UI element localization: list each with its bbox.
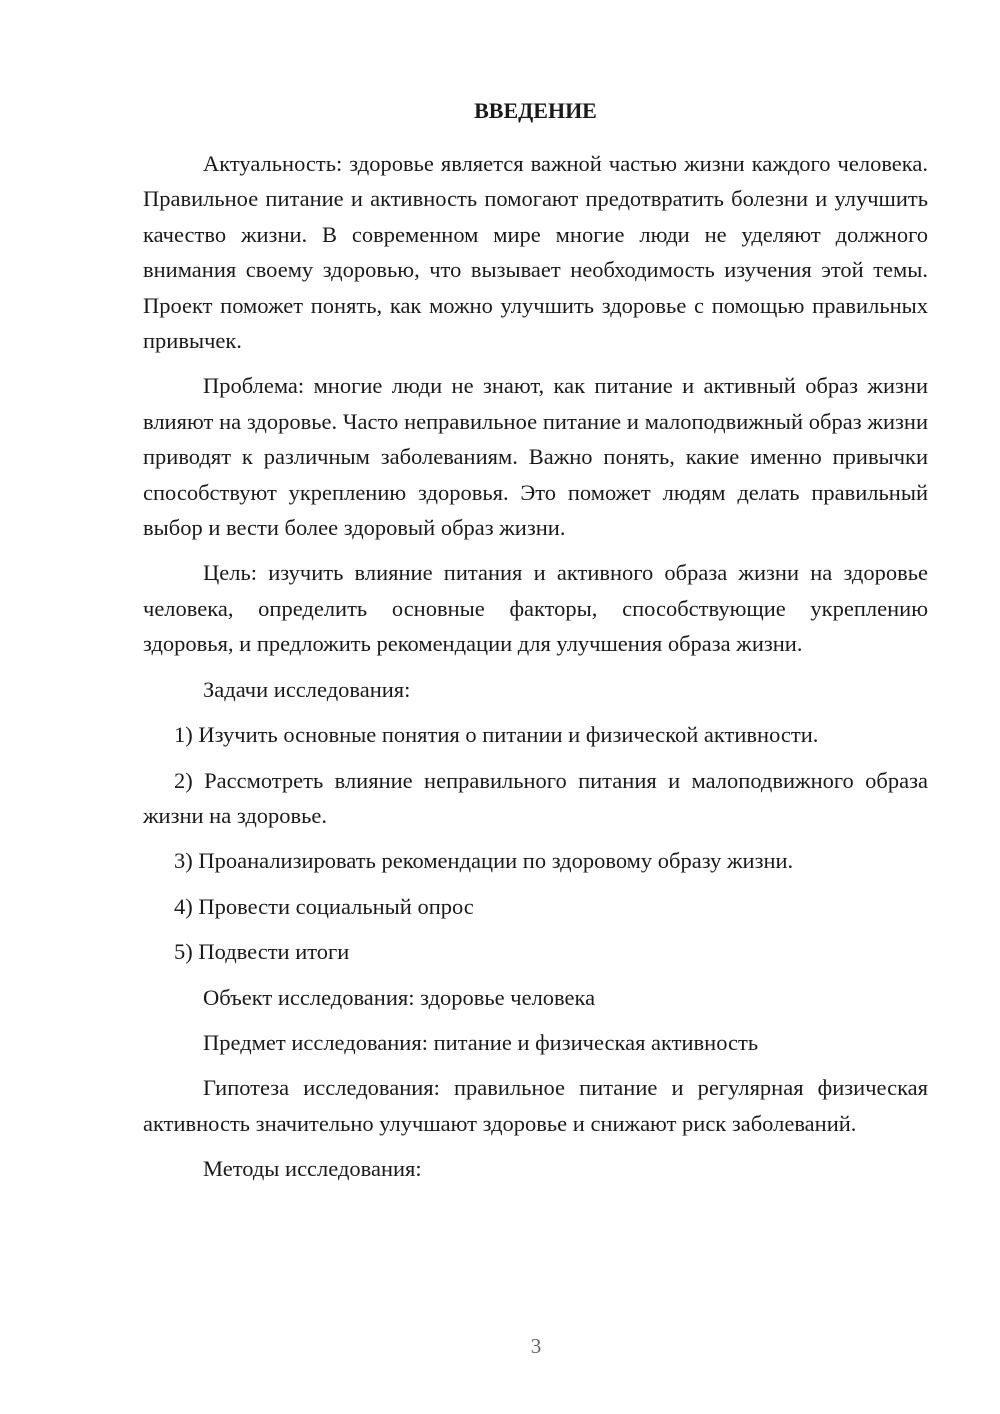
section-title: ВВЕДЕНИЕ (474, 98, 597, 123)
relevance-paragraph: Актуальность: здоровье является важной частью жизни каждого человека. Правильное питание и активность помогают предотвратить болезни и улучшить качество жизни. В современном мире многие люди не уделяют должного внимания своему здоровью, что вызывает необходимость изучения этой темы. Проект поможет понять, как можно улучшить здоровье с помощью правильных привычек. (143, 151, 928, 354)
task-item: 2) Рассмотреть влияние неправильного питания и малоподвижного образа жизни на здоровье. (143, 767, 928, 828)
tasks-heading: Задачи исследования: (203, 676, 411, 702)
research-object: Объект исследования: здоровье человека (203, 984, 596, 1010)
research-subject: Предмет исследования: питание и физическая активность (203, 1029, 759, 1055)
goal-paragraph: Цель: изучить влияние питания и активного образа жизни на здоровье человека, определить основные факторы, способствующие укреплению здоровья, и предложить рекомендации для улучшения образа жизни. (143, 560, 928, 657)
task-item: 5) Подвести итоги (174, 939, 350, 965)
task-item: 4) Провести социальный опрос (174, 893, 474, 919)
page-number: 3 (530, 1334, 542, 1358)
task-item: 3) Проанализировать рекомендации по здоровому образу жизни. (174, 848, 794, 874)
problem-paragraph: Проблема: многие люди не знают, как питание и активный образ жизни влияют на здоровье. Часто неправильное питание и малоподвижный образ жизни приводят к различным заболеваниям. Важно понять, какие именно привычки способствуют укреплению здоровья. Это поможет людям делать правильный выбор и вести более здоровый образ жизни. (143, 373, 928, 541)
research-methods: Методы исследования: (203, 1156, 422, 1182)
page-content (143, 96, 928, 1197)
task-item: 1) Изучить основные понятия о питании и физической активности. (174, 722, 819, 748)
research-hypothesis: Гипотеза исследования: правильное питание и регулярная физическая активность значительно улучшают здоровье и снижают риск заболеваний. (143, 1075, 928, 1136)
